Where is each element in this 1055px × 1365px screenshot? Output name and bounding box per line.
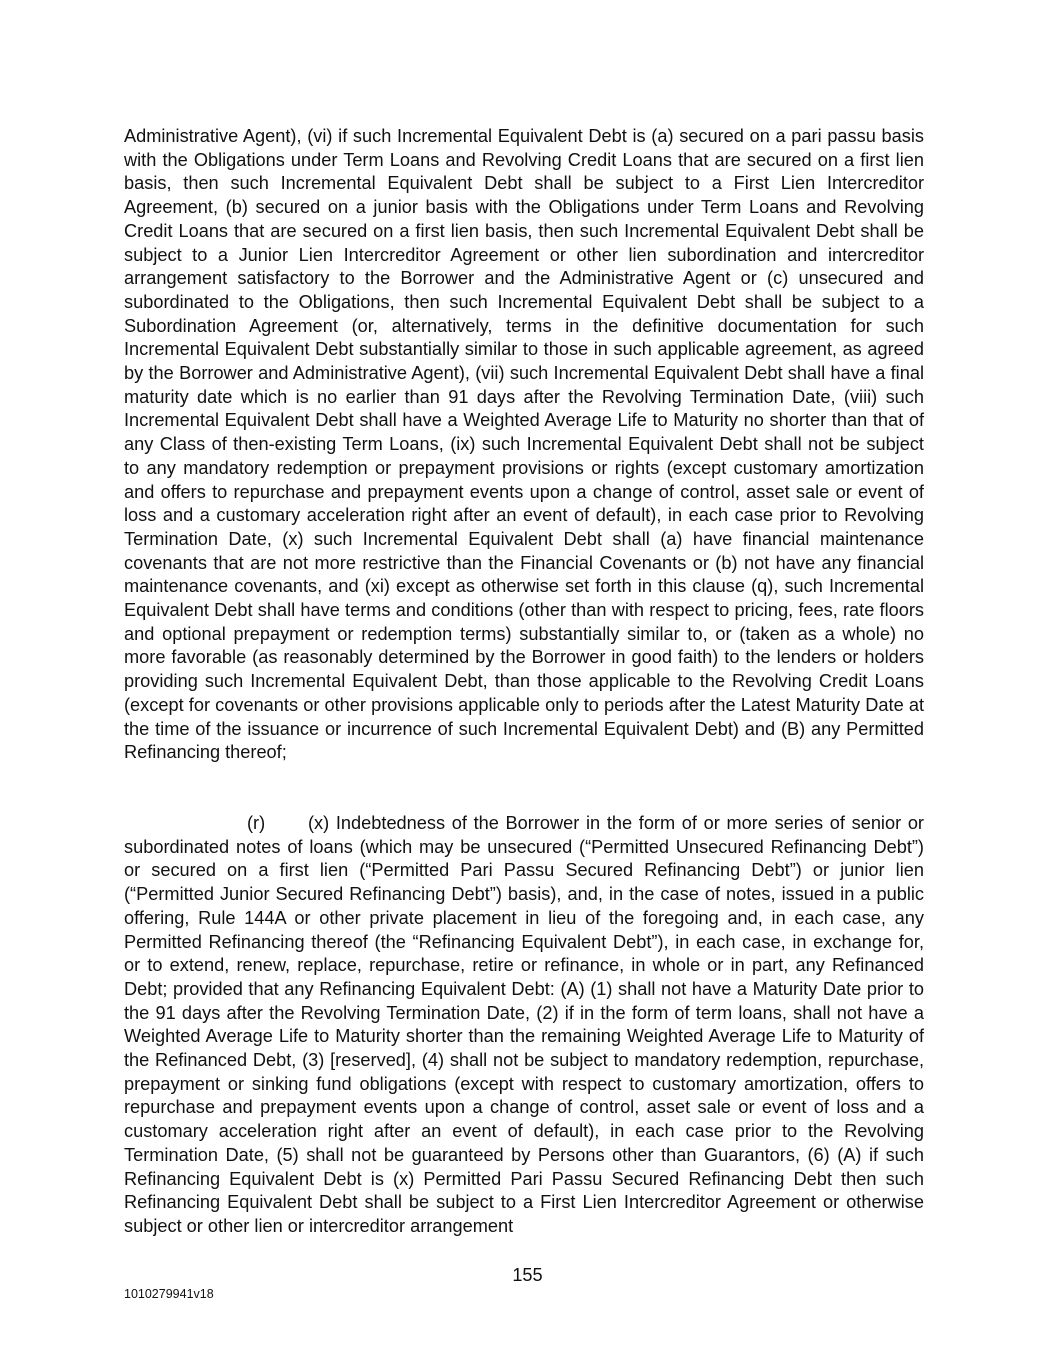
body-paragraph: Administrative Agent), (vi) if such Incremental Equivalent Debt is (a) secured on a pari passu basis with the Obligations under Term Loans and Revolving Credit Loans that are secured on a first lien basis, then such Incremental Equivalent Debt shall be subject to a First Lien Intercreditor Agreement, (b) secured on a junior basis with the Obligations under Term Loans and Revolving Credit Loans that are secured on a first lien basis, then such Incremental Equivalent Debt shall be subject to a Junior Lien Intercreditor Agreement or other lien subordination and intercreditor arrangement satisfactory to the Borrower and the Administrative Agent or (c) unsecured and subordinated to the Obligations, then such Incremental Equivalent Debt shall be subject to a Subordination Agreement (or, alternatively, terms in the definitive documentation for such Incremental Equivalent Debt substantially similar to those in such applicable agreement, as agreed by the Borrower and Administrative Agent), (vii) such Incremental Equivalent Debt shall have a final maturity date which is no earlier than 91 days after the Revolving Termination Date, (viii) such Incremental Equivalent Debt shall have a Weighted Average Life to Maturity no shorter than that of any Class of then-existing Term Loans, (ix) such Incremental Equivalent Debt shall not be subject to any mandatory redemption or prepayment provisions or rights (except customary amortization and offers to repurchase and prepayment events upon a change of control, asset sale or event of loss and a customary acceleration right after an event of default), in each case prior to Revolving Termination Date, (x) such Incremental Equivalent Debt shall (a) have financial maintenance covenants that are not more restrictive than the Financial Covenants or (b) not have any financial maintenance covenants, and (xi) except as otherwise set forth in this clause (q), such Incremental Equivalent Debt shall have terms and conditions (other than with respect to pricing, fees, rate floors and optional prepayment or redemption terms) substantially similar to, or (taken as a whole) no more favorable (as reasonably determined by the Borrower in good faith) to the lenders or holders providing such Incremental Equivalent Debt, than those applicable to the Revolving Credit Loans (except for covenants or other provisions applicable only to periods after the Latest Maturity Date at the time of the issuance or incurrence of such Incremental Equivalent Debt) and (B) any Permitted Refinancing thereof; <box>124 126 924 763</box>
document-id: 1010279941v18 <box>124 1287 214 1301</box>
clause-text: (x) Indebtedness of the Borrower in the form of or more series of senior or subordinated notes of loans (which may be unsecured (“Permitted Unsecured Refinancing Debt”) or secured on a first lien (“Permitted Pari Passu Secured Refinancing Debt”) or junior lien (“Permitted Junior Secured Refinancing Debt”) basis), and, in the case of notes, issued in a public offering, Rule 144A or other private placement in lieu of the foregoing and, in each case, any Permitted Refinancing thereof (the “Refinancing Equivalent Debt”), in each case, in exchange for, or to extend, renew, replace, repurchase, retire or refinance, in whole or in part, any Refinanced Debt; provided that any Refinancing Equivalent Debt: (A) (1) shall not have a Maturity Date prior to the 91 days after the Revolving Termination Date, (2) if in the form of term loans, shall not have a Weighted Average Life to Maturity shorter than the remaining Weighted Average Life to Maturity of the Refinanced Debt, (3) [reserved], (4) shall not be subject to mandatory redemption, repurchase, prepayment or sinking fund obligations (except with respect to customary amortization, offers to repurchase and prepayment events upon a change of control, asset sale or event of loss and a customary acceleration right after an event of default), in each case prior to the Revolving Termination Date, (5) shall not be guaranteed by Persons other than Guarantors, (6) (A) if such Refinancing Equivalent Debt is (x) Permitted Pari Passu Secured Refinancing Debt then such Refinancing Equivalent Debt shall be subject to a First Lien Intercreditor Agreement or otherwise subject or other lien or intercreditor arrangement <box>124 813 924 1236</box>
page-number: 155 <box>512 1265 543 1285</box>
clause-label: (r) <box>247 813 266 833</box>
clause-r-paragraph <box>124 812 924 1239</box>
